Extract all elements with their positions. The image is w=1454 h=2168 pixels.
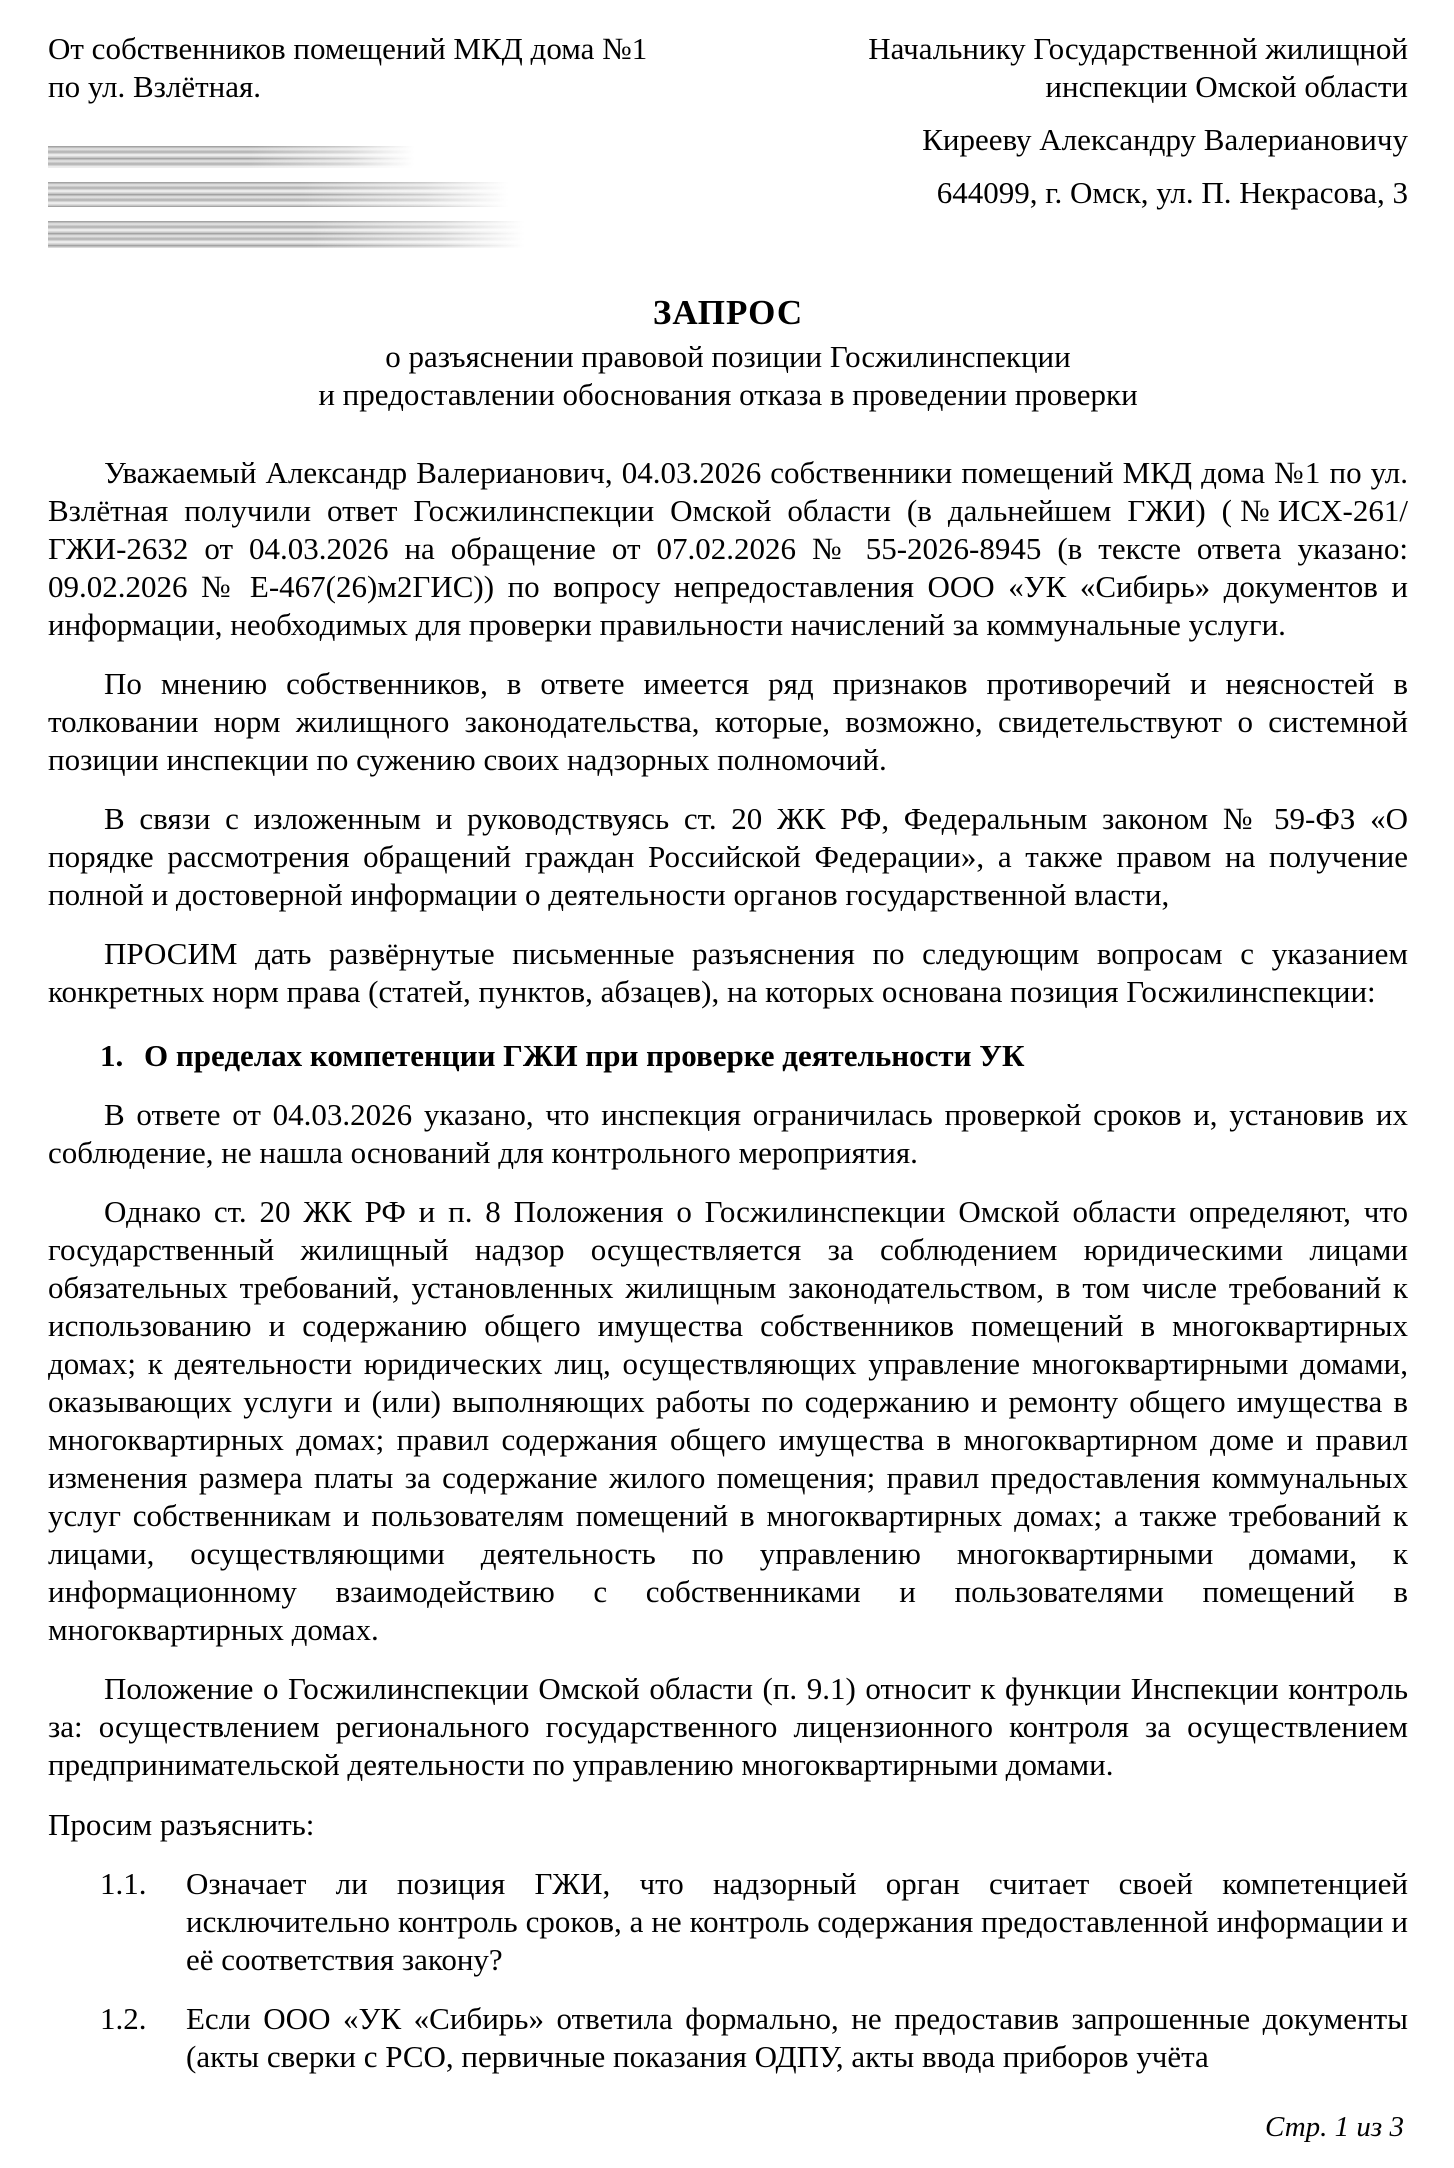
section-paragraph: Положение о Госжилинспекции Омской области (п. 9.1) относит к функции Инспекции контроль за: осуществлением регионального государственного лицензионного контроля за осуществлением предпринимательской деятельности по управлению многоквартирными домами. bbox=[48, 1671, 1408, 1782]
sender-line-1: От собственников помещений МКД дома №1 bbox=[48, 31, 648, 66]
sender-line-2: по ул. Взлётная. bbox=[48, 69, 262, 104]
recipient-line-1: Начальнику Государственной жилищной bbox=[868, 31, 1408, 66]
question-text: Если ООО «УК «Сибирь» ответила формально, не предоставив запрошенные документы (акты сверки с РСО, первичные показания ОДПУ, акты ввода приборов учёта bbox=[186, 2001, 1408, 2074]
recipient-address: 644099, г. Омск, ул. П. Некрасова, 3 bbox=[936, 175, 1408, 210]
recipient-line-2: инспекции Омской области bbox=[1045, 69, 1408, 104]
lead-in-text: Просим разъяснить: bbox=[48, 1807, 315, 1842]
body-paragraph: По мнению собственников, в ответе имеется ряд признаков противоречий и неясностей в толковании норм жилищного законодательства, которые, возможно, свидетельствуют о системной позиции инспекции по сужению своих надзорных полномочий. bbox=[48, 666, 1408, 777]
question-number: 1.1. bbox=[100, 1866, 147, 1901]
letter-header bbox=[48, 30, 1408, 260]
document-subtitle-line-2: и предоставлении обоснования отказа в проведении проверки bbox=[318, 377, 1138, 412]
recipient-block bbox=[711, 30, 1408, 260]
redacted-line bbox=[48, 182, 508, 207]
question-item bbox=[100, 1865, 1408, 1979]
redacted-line bbox=[48, 221, 524, 248]
document-subtitle-line-1: о разъяснении правовой позиции Госжилинспекции bbox=[385, 339, 1071, 374]
body-paragraph: ПРОСИМ дать развёрнутые письменные разъяснения по следующим вопросам с указанием конкретных норм права (статей, пунктов, абзацев), на которых основана позиция Госжилинспекции: bbox=[48, 936, 1408, 1009]
redacted-line bbox=[48, 146, 414, 168]
question-number: 1.2. bbox=[100, 2001, 147, 2036]
section-number: 1. bbox=[100, 1038, 124, 1073]
section-paragraph: Однако ст. 20 ЖК РФ и п. 8 Положения о Госжилинспекции Омской области определяют, что государственный жилищный надзор осуществляется за соблюдением юридическими лицами обязательных требований, установленных жилищным законодательством, в том числе требований к использованию и содержанию общего имущества собственников помещений в многоквартирных домах; к деятельности юридических лиц, осуществляющих управление многоквартирными домами, оказывающих услуги и (или) выполняющих работы по содержанию и ремонту общего имущества в многоквартирных домах; правил содержания общего имущества в многоквартирном доме и правил изменения размера платы за содержание жилого помещения; правил предоставления коммунальных услуг собственникам и пользователям помещений в многоквартирных домах; а также требований к лицами, осуществляющими деятельность по управлению многоквартирными домами, к информационному взаимодействию с собственниками и пользователями помещений в многоквартирных домах. bbox=[48, 1194, 1408, 1647]
section-paragraph: В ответе от 04.03.2026 указано, что инспекция ограничилась проверкой сроков и, установив их соблюдение, не нашла оснований для контрольного мероприятия. bbox=[48, 1097, 1408, 1170]
question-text: Означает ли позиция ГЖИ, что надзорный орган считает своей компетенцией исключительно контроль сроков, а не контроль содержания предоставленной информации и её соответствия закону? bbox=[186, 1866, 1408, 1977]
body-paragraph: В связи с изложенным и руководствуясь ст. 20 ЖК РФ, Федеральным законом № 59-ФЗ «О порядке рассмотрения обращений граждан Российской Федерации», а также правом на получение полной и достоверной информации о деятельности органов государственной власти, bbox=[48, 801, 1408, 912]
recipient-name: Кирееву Александру Валериановичу bbox=[922, 122, 1408, 157]
section-heading bbox=[100, 1037, 1408, 1075]
question-item bbox=[100, 2000, 1408, 2076]
body-paragraph: Уважаемый Александр Валерианович, 04.03.2026 собственники помещений МКД дома №1 по ул. Взлётная получили ответ Госжилинспекции Омской области (в дальнейшем ГЖИ) (№ИСХ-261/ГЖИ-2632 от 04.03.2026 на обращение от 07.02.2026 № 55-2026-8945 (в тексте ответа указано: 09.02.2026 № Е-467(26)м2ГИС)) по вопросу непредоставления ООО «УК «Сибирь» документов и информации, необходимых для проверки правильности начислений за коммунальные услуги. bbox=[48, 455, 1408, 642]
section-title: О пределах компетенции ГЖИ при проверке деятельности УК bbox=[144, 1038, 1025, 1073]
sender-block bbox=[48, 30, 711, 260]
document-title: ЗАПРОС bbox=[652, 293, 804, 332]
page-indicator: Стр. 1 из 3 bbox=[1264, 2111, 1404, 2143]
redacted-signatures bbox=[48, 146, 711, 248]
